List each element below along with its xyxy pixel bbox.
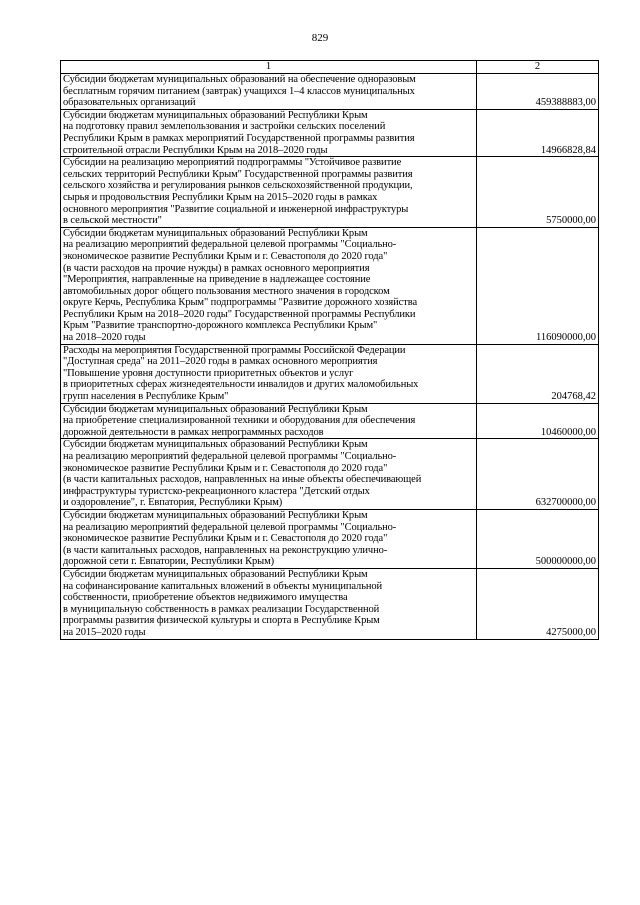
budget-table [60, 60, 599, 640]
row-amount: 14966828,84 [477, 109, 599, 156]
row-description: Субсидии бюджетам муниципальных образований Республики Крым на софинансирование капитальных вложений в объекты муниципальной собственности, приобретение объектов недвижимого имущества в муниципальную собственность в рамках реализации Государственной программы развития физической культуры и спорта в Республике Крым на 2015–2020 годы [61, 568, 477, 639]
page-number: 829 [311, 32, 329, 44]
row-amount: 5750000,00 [477, 157, 599, 228]
row-amount: 500000000,00 [477, 509, 599, 568]
table-row [61, 109, 599, 156]
table-header-row [61, 61, 599, 74]
row-amount: 116090000,00 [477, 227, 599, 344]
row-description: Субсидии бюджетам муниципальных образований Республики Крым на приобретение специализированной техники и оборудования для обеспечения дорожной деятельности в рамках непрограммных расходов [61, 403, 477, 439]
column-header-description: 1 [61, 61, 477, 74]
row-description: Субсидии бюджетам муниципальных образований Республики Крым на реализацию мероприятий федеральной целевой программы "Социально- экономическое развитие Республики Крым и г. Севастополя до 2020 года" (в части расходов на прочие нужды) в рамках основного мероприятия "Мероприятия, направленные на приведение в надлежащее состояние автомобильных дорог общего пользования местного значения в городском округе Керчь, Республика Крым" подпрограммы "Развитие дорожного хозяйства Республики Крым на 2018–2020 годы" Государственной программы Республики Крым "Развитие транспортно-дорожного комплекса Республики Крым" на 2018–2020 годы [61, 227, 477, 344]
row-amount: 459388883,00 [477, 74, 599, 110]
row-description: Расходы на мероприятия Государственной программы Российской Федерации "Доступная среда" на 2011–2020 годы в рамках основного мероприятия "Повышение уровня доступности приоритетных объектов и услуг в приоритетных сферах жизнедеятельности инвалидов и других маломобильных групп населения в Республике Крым" [61, 344, 477, 403]
table-row [61, 439, 599, 510]
table-row [61, 227, 599, 344]
table-row [61, 74, 599, 110]
column-header-amount: 2 [477, 61, 599, 74]
table-row [61, 157, 599, 228]
row-description: Субсидии бюджетам муниципальных образований Республики Крым на подготовку правил землепользования и застройки сельских поселений Республики Крым в рамках мероприятий Государственной программы развития строительной отрасли Республики Крым на 2018–2020 годы [61, 109, 477, 156]
row-amount: 4275000,00 [477, 568, 599, 639]
row-description: Субсидии бюджетам муниципальных образований Республики Крым на реализацию мероприятий федеральной целевой программы "Социально- экономическое развитие Республики Крым и г. Севастополя до 2020 года" (в части капитальных расходов, направленных на иные объекты обеспечивающей инфраструктуры туристско-рекреационного кластера "Детский отдых и оздоровление", г. Евпатория, Республики Крым) [61, 439, 477, 510]
row-amount: 632700000,00 [477, 439, 599, 510]
row-amount: 10460000,00 [477, 403, 599, 439]
table-row [61, 344, 599, 403]
table-row [61, 509, 599, 568]
row-description: Субсидии на реализацию мероприятий подпрограммы "Устойчивое развитие сельских территорий Республики Крым" Государственной программы развития сельского хозяйства и регулирования рынков сельскохозяйственной продукции, сырья и продовольствия Республики Крым на 2015–2020 годы в рамках основного мероприятия "Развитие социальной и инженерной инфраструктуры в сельской местности" [61, 157, 477, 228]
row-description: Субсидии бюджетам муниципальных образований на обеспечение одноразовым бесплатным горячим питанием (завтрак) учащихся 1–4 классов муниципальных образовательных организаций [61, 74, 477, 110]
table-row [61, 403, 599, 439]
row-amount: 204768,42 [477, 344, 599, 403]
table-row [61, 568, 599, 639]
row-description: Субсидии бюджетам муниципальных образований Республики Крым на реализацию мероприятий федеральной целевой программы "Социально- экономическое развитие Республики Крым и г. Севастополя до 2020 года" (в части капитальных расходов, направленных на реконструкцию улично- дорожной сети г. Евпатории, Республики Крым) [61, 509, 477, 568]
